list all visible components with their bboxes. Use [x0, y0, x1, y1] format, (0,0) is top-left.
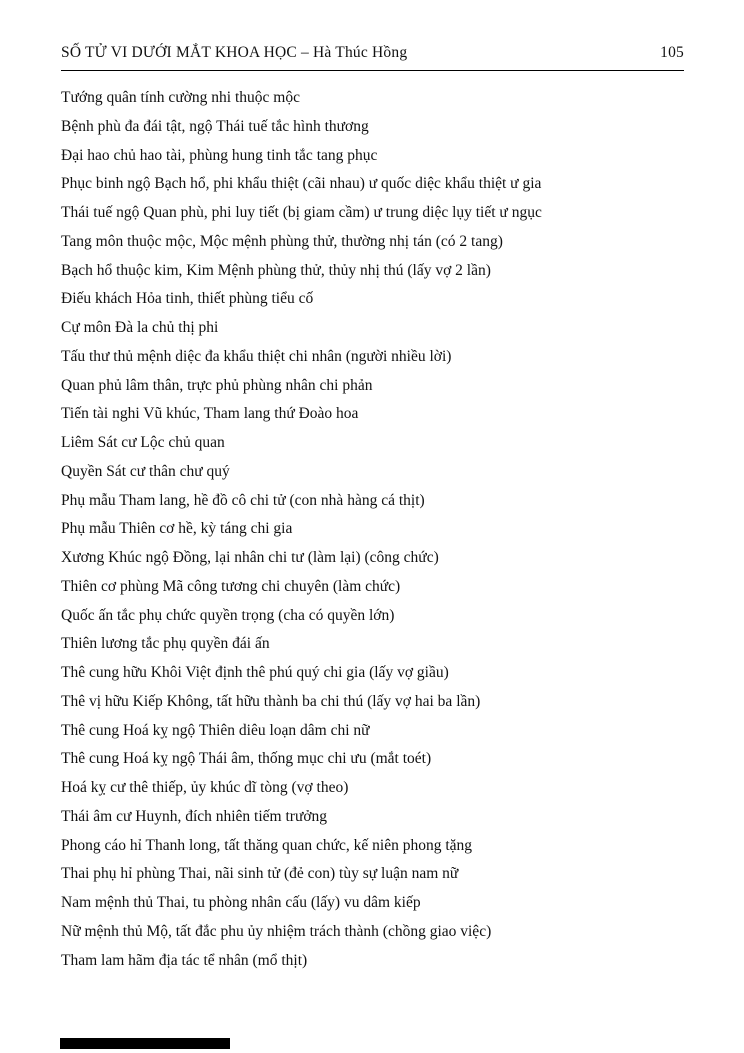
- text-line: Đại hao chủ hao tài, phùng hung tinh tắc tang phục: [61, 146, 378, 164]
- text-line: Điếu khách Hỏa tinh, thiết phùng tiểu cố: [61, 290, 314, 308]
- scan-artifact-bar: [60, 1038, 230, 1049]
- text-line: Thê cung Hoá kỵ ngộ Thiên diêu loạn dâm chi nữ: [61, 721, 370, 739]
- text-line: Xương Khúc ngộ Đồng, lại nhân chi tư (làm lại) (công chức): [61, 549, 439, 566]
- text-line: Phong cáo hỉ Thanh long, tất thăng quan chức, kế niên phong tặng: [61, 836, 473, 854]
- running-title: SỐ TỬ VI DƯỚI MẮT KHOA HỌC – Hà Thúc Hồng: [61, 44, 408, 61]
- text-line: Phục binh ngộ Bạch hổ, phi khẩu thiệt (cãi nhau) ư quốc diệc khẩu thiệt ư gia: [61, 175, 542, 193]
- text-line: Quyền Sát cư thân chư quý: [61, 462, 230, 480]
- text-line: Bạch hổ thuộc kim, Kim Mệnh phùng thử, thủy nhị thú (lấy vợ 2 lần): [61, 261, 491, 279]
- text-line: Thê cung Hoá kỵ ngộ Thái âm, thống mục chi ưu (mắt toét): [61, 750, 432, 768]
- text-line: Quốc ấn tắc phụ chức quyền trọng (cha có quyền lớn): [61, 606, 395, 624]
- text-line: Thê cung hữu Khôi Việt định thê phú quý chi gia (lấy vợ giầu): [61, 664, 449, 681]
- text-line: Nữ mệnh thủ Mộ, tất đắc phu ủy nhiệm trách thành (chồng giao việc): [61, 922, 492, 940]
- text-line: Hoá kỵ cư thê thiếp, ủy khúc dĩ tòng (vợ theo): [61, 779, 349, 796]
- text-line: Phụ mẫu Thiên cơ hề, kỳ táng chi gia: [61, 520, 293, 538]
- text-line: Thai phụ hỉ phùng Thai, nãi sinh tử (đẻ con) tùy sự luận nam nữ: [61, 865, 459, 883]
- text-line: Cự môn Đà la chủ thị phi: [61, 319, 219, 336]
- text-line: Tham lam hãm địa tác tể nhân (mổ thịt): [61, 951, 308, 969]
- page-number: 105: [660, 44, 684, 61]
- text-line: Nam mệnh thủ Thai, tu phòng nhân cấu (lấy) vu dâm kiếp: [61, 894, 421, 911]
- text-line: Phụ mẫu Tham lang, hề đồ cô chi tử (con nhà hàng cá thịt): [61, 491, 425, 509]
- header-rule: [61, 70, 684, 71]
- text-line: Thiên cơ phùng Mã công tương chi chuyên (làm chức): [61, 577, 401, 595]
- body-text: [61, 84, 721, 975]
- text-line: Thê vị hữu Kiếp Không, tất hữu thành ba chi thú (lấy vợ hai ba lần): [61, 692, 481, 710]
- text-line: Tấu thư thủ mệnh diệc đa khẩu thiệt chi nhân (người nhiều lời): [61, 347, 452, 365]
- text-line: Liêm Sát cư Lộc chủ quan: [61, 434, 225, 451]
- page-header: [61, 44, 684, 62]
- text-line: Bệnh phù đa đái tật, ngộ Thái tuế tắc hình thương: [61, 117, 369, 135]
- text-line: Thái âm cư Huynh, đích nhiên tiếm trưởng: [61, 807, 328, 825]
- text-line: Tang môn thuộc mộc, Mộc mệnh phùng thử, thường nhị tán (có 2 tang): [61, 232, 503, 250]
- text-line: Thiên lương tắc phụ quyền đái ấn: [61, 635, 270, 653]
- text-line: Tướng quân tính cường nhi thuộc mộc: [61, 89, 300, 106]
- text-line: Quan phủ lâm thân, trực phủ phùng nhân chi phản: [61, 376, 373, 394]
- text-line: Tiến tài nghi Vũ khúc, Tham lang thứ Đoào hoa: [61, 405, 359, 423]
- text-line: Thái tuế ngộ Quan phù, phi luy tiết (bị giam cầm) ư trung diệc lụy tiết ư ngục: [61, 204, 542, 221]
